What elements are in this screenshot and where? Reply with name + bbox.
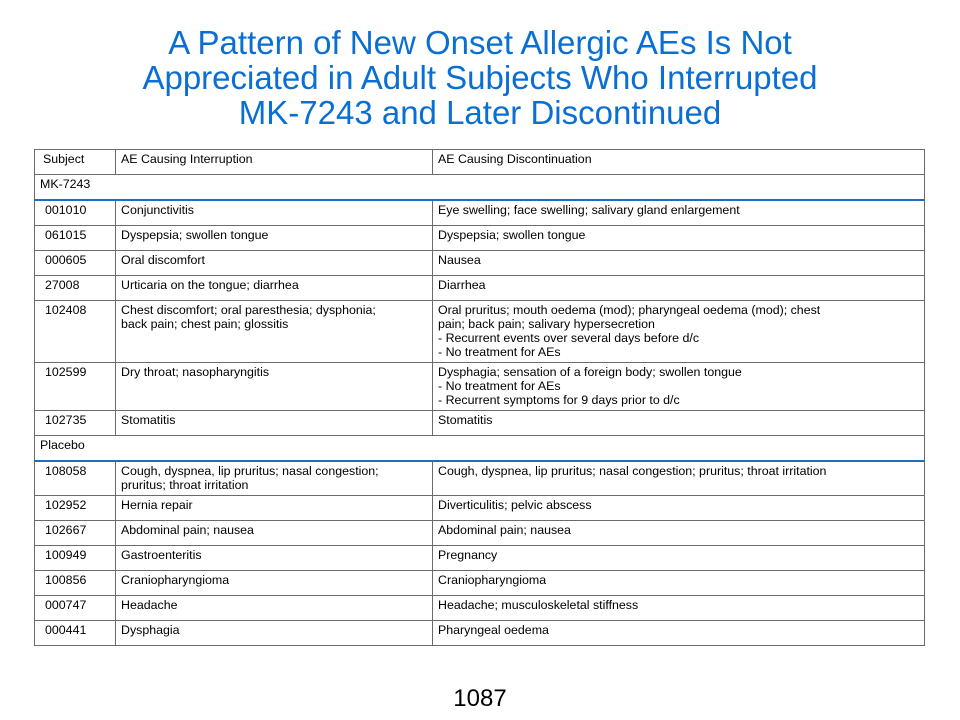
discontinuation-cell — [433, 276, 925, 301]
interruption-cell — [116, 363, 433, 411]
interruption-cell — [116, 301, 433, 363]
interruption-line: pruritus; throat irritation — [121, 478, 249, 492]
table-body — [35, 150, 925, 646]
discontinuation-line: Dyspepsia; swollen tongue — [438, 228, 586, 242]
subject-cell: 27008 — [35, 276, 116, 301]
adverse-events-table — [34, 149, 925, 646]
table-row — [35, 596, 925, 621]
discontinuation-cell — [433, 301, 925, 363]
header-interruption: AE Causing Interruption — [116, 150, 433, 175]
discontinuation-line: Pharyngeal oedema — [438, 623, 549, 637]
interruption-cell — [116, 571, 433, 596]
discontinuation-line: pain; back pain; salivary hypersecretion — [438, 317, 655, 331]
table-header-row — [35, 150, 925, 175]
interruption-cell — [116, 411, 433, 436]
interruption-line: Gastroenteritis — [121, 548, 202, 562]
interruption-line: Urticaria on the tongue; diarrhea — [121, 278, 299, 292]
discontinuation-line: - Recurrent symptoms for 9 days prior to d/c — [438, 393, 680, 407]
slide-title — [60, 25, 900, 130]
interruption-cell — [116, 276, 433, 301]
header-discontinuation: AE Causing Discontinuation — [433, 150, 925, 175]
discontinuation-line: Abdominal pain; nausea — [438, 523, 571, 537]
discontinuation-line: - Recurrent events over several days before d/c — [438, 331, 700, 345]
subject-cell: 108058 — [35, 461, 116, 496]
discontinuation-cell — [433, 621, 925, 646]
interruption-line: Dyspepsia; swollen tongue — [121, 228, 269, 242]
interruption-line: Dysphagia — [121, 623, 180, 637]
interruption-line: Oral discomfort — [121, 253, 205, 267]
subject-cell: 061015 — [35, 226, 116, 251]
interruption-line: Headache — [121, 598, 178, 612]
table-row — [35, 276, 925, 301]
discontinuation-line: Diarrhea — [438, 278, 486, 292]
discontinuation-cell — [433, 521, 925, 546]
title-line-2: Appreciated in Adult Subjects Who Interrupted — [142, 59, 818, 96]
discontinuation-line: Eye swelling; face swelling; salivary gland enlargement — [438, 203, 740, 217]
discontinuation-cell — [433, 363, 925, 411]
interruption-cell — [116, 226, 433, 251]
interruption-cell — [116, 251, 433, 276]
interruption-cell — [116, 521, 433, 546]
table-row — [35, 301, 925, 363]
subject-cell: 000747 — [35, 596, 116, 621]
discontinuation-cell — [433, 251, 925, 276]
discontinuation-cell — [433, 596, 925, 621]
subject-cell: 100949 — [35, 546, 116, 571]
subject-cell: 102599 — [35, 363, 116, 411]
subject-cell: 100856 — [35, 571, 116, 596]
table-row — [35, 411, 925, 436]
discontinuation-cell — [433, 546, 925, 571]
header-subject: Subject — [35, 150, 116, 175]
interruption-cell — [116, 546, 433, 571]
discontinuation-line: Dysphagia; sensation of a foreign body; swollen tongue — [438, 365, 742, 379]
interruption-line: Conjunctivitis — [121, 203, 194, 217]
group-row — [35, 436, 925, 462]
table-row — [35, 571, 925, 596]
discontinuation-line: Nausea — [438, 253, 481, 267]
discontinuation-line: Headache; musculoskeletal stiffness — [438, 598, 639, 612]
discontinuation-cell — [433, 461, 925, 496]
discontinuation-line: - No treatment for AEs — [438, 345, 561, 359]
subject-cell: 102952 — [35, 496, 116, 521]
discontinuation-cell — [433, 411, 925, 436]
subject-cell: 000441 — [35, 621, 116, 646]
table-row — [35, 461, 925, 496]
discontinuation-cell — [433, 496, 925, 521]
interruption-line: Chest discomfort; oral paresthesia; dysphonia; — [121, 303, 376, 317]
table-row — [35, 251, 925, 276]
interruption-line: Craniopharyngioma — [121, 573, 230, 587]
subject-cell: 102667 — [35, 521, 116, 546]
group-row — [35, 175, 925, 201]
subject-cell: 102735 — [35, 411, 116, 436]
discontinuation-line: Oral pruritus; mouth oedema (mod); pharyngeal oedema (mod); chest — [438, 303, 821, 317]
subject-cell: 000605 — [35, 251, 116, 276]
interruption-cell — [116, 596, 433, 621]
interruption-cell — [116, 200, 433, 226]
table-row — [35, 226, 925, 251]
discontinuation-cell — [433, 571, 925, 596]
table-row — [35, 496, 925, 521]
interruption-cell — [116, 621, 433, 646]
table-row — [35, 200, 925, 226]
title-line-3: MK-7243 and Later Discontinued — [238, 94, 722, 131]
discontinuation-line: - No treatment for AEs — [438, 379, 561, 393]
group-label: MK-7243 — [35, 175, 925, 201]
page-number: 1087 — [453, 685, 507, 712]
discontinuation-line: Craniopharyngioma — [438, 573, 547, 587]
subject-cell: 001010 — [35, 200, 116, 226]
discontinuation-cell — [433, 226, 925, 251]
interruption-line: Abdominal pain; nausea — [121, 523, 254, 537]
table-row — [35, 363, 925, 411]
interruption-line: Stomatitis — [121, 413, 176, 427]
discontinuation-line: Pregnancy — [438, 548, 498, 562]
discontinuation-line: Diverticulitis; pelvic abscess — [438, 498, 592, 512]
subject-cell: 102408 — [35, 301, 116, 363]
interruption-cell — [116, 496, 433, 521]
interruption-line: back pain; chest pain; glossitis — [121, 317, 289, 331]
discontinuation-cell — [433, 200, 925, 226]
group-label: Placebo — [35, 436, 925, 462]
interruption-line: Cough, dyspnea, lip pruritus; nasal congestion; — [121, 464, 379, 478]
table-row — [35, 546, 925, 571]
discontinuation-line: Cough, dyspnea, lip pruritus; nasal congestion; pruritus; throat irritation — [438, 464, 827, 478]
discontinuation-line: Stomatitis — [438, 413, 493, 427]
title-line-1: A Pattern of New Onset Allergic AEs Is Not — [168, 24, 792, 61]
table-row — [35, 621, 925, 646]
table-row — [35, 521, 925, 546]
interruption-line: Hernia repair — [121, 498, 193, 512]
interruption-cell — [116, 461, 433, 496]
interruption-line: Dry throat; nasopharyngitis — [121, 365, 270, 379]
